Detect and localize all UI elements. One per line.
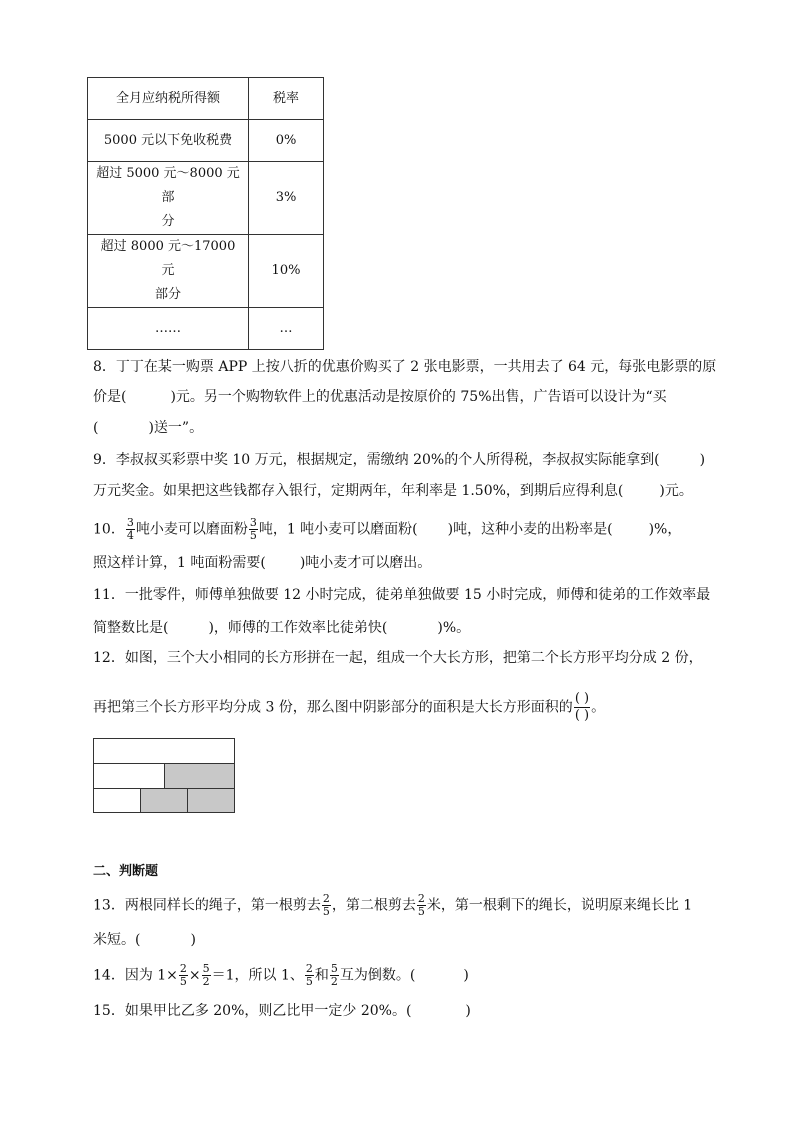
question-10-line-2: [93, 553, 431, 573]
text: 14．因为 1×: [93, 967, 178, 984]
text: ＝1，所以 1、: [211, 967, 304, 984]
fraction-numerator: 5: [330, 962, 338, 975]
rectangle-3-part-1: [93, 788, 141, 813]
rectangle-3-part-3-shaded: [187, 788, 235, 813]
text: ，第二根剪去: [331, 897, 416, 914]
text: ): [463, 967, 469, 984]
text: )吨，这种小麦的出粉率是(: [447, 521, 613, 538]
text: 吨，1 吨小麦可以磨面粉(: [258, 521, 418, 538]
fraction-numerator: 3: [126, 516, 134, 529]
table-cell: ……: [88, 308, 249, 350]
text: (: [93, 420, 99, 436]
fraction-denominator: 2: [202, 975, 210, 988]
text: 万元奖金。如果把这些钱都存入银行，定期两年，年利率是 1.50%，到期后应得利息(: [93, 483, 624, 499]
table-cell: …: [249, 308, 324, 350]
text: 和: [314, 967, 329, 984]
question-10-line-1: [93, 517, 681, 542]
fraction: [249, 517, 258, 542]
question-8-line-1: 8．丁丁在某一购票 APP 上按八折的优惠价购买了 2 张电影票，一共用去了 64 元，每张电影票的原: [93, 359, 717, 375]
text: 米，第一根剩下的绳长，说明原来绳长比 1: [426, 897, 693, 914]
section-heading: 二、判断题: [93, 864, 159, 879]
text: )%，: [648, 521, 682, 538]
table-row: [88, 162, 324, 235]
question-8-line-3: [93, 418, 203, 438]
text: )元。另一个购物软件上的优惠活动是按原价的 75%出售，广告语可以设计为“买: [170, 389, 667, 405]
fraction-denominator: ( ): [574, 708, 590, 723]
table-row: [88, 120, 324, 162]
text: 9．李叔叔买彩票中奖 10 万元，根据规定，需缴纳 20%的个人所得税，李叔叔实际能拿到(: [93, 452, 660, 468]
table-row: [88, 308, 324, 350]
question-13-line-1: [93, 893, 692, 918]
text: 13．两根同样长的绳子，第一根剪去: [93, 897, 321, 914]
fraction-denominator: 5: [417, 905, 425, 918]
fraction-denominator: 4: [126, 529, 134, 542]
rectangle-2-part-2-shaded: [164, 763, 235, 789]
table-cell: [88, 235, 249, 308]
fraction-denominator: 5: [305, 975, 313, 988]
table-header-cell: 税率: [249, 78, 324, 120]
fraction: [202, 963, 211, 988]
text: 互为倒数。(: [339, 967, 416, 984]
fraction-numerator: 2: [179, 962, 187, 975]
text: 米短。(: [93, 932, 141, 948]
text: ): [699, 452, 706, 468]
fraction-denominator: 5: [179, 975, 187, 988]
question-14-line-1: [93, 963, 469, 988]
text: 再把第三个长方形平均分成 3 份，那么图中阴影部分的面积是大长方形面积的: [93, 699, 573, 716]
fraction-denominator: 5: [249, 529, 257, 542]
fraction-numerator: 2: [305, 962, 313, 975]
text: 价是(: [93, 389, 127, 405]
question-12-line-2: [93, 691, 605, 724]
fraction: [330, 963, 339, 988]
text: )送一”。: [148, 420, 204, 436]
fraction: [126, 517, 135, 542]
table-header-row: [88, 78, 324, 120]
question-9-line-2: [93, 481, 693, 501]
table-cell: [88, 162, 249, 235]
question-12-line-1: 12．如图，三个大小相同的长方形拼在一起，组成一个大长方形，把第二个长方形平均分成 2 份，: [93, 650, 703, 666]
table-cell-line: 分: [161, 214, 175, 229]
table-cell: 3%: [249, 162, 324, 235]
fraction: [322, 893, 331, 918]
text: 吨小麦可以磨面粉: [135, 521, 248, 538]
table-header-cell: 全月应纳税所得额: [88, 78, 249, 120]
fraction-numerator: 5: [202, 962, 210, 975]
text: 简整数比是(: [93, 620, 169, 636]
text: ): [190, 932, 196, 948]
question-11-line-1: 11．一批零件，师傅单独做要 12 小时完成，徒弟单独做要 15 小时完成，师傅和徒弟的工作效率最: [93, 587, 711, 603]
text: )吨小麦才可以磨出。: [299, 555, 432, 571]
fraction-numerator: 2: [417, 892, 425, 905]
question-13-line-2: [93, 930, 196, 950]
text: 。: [591, 699, 606, 716]
fraction: [179, 963, 188, 988]
rectangle-3-part-2-shaded: [140, 788, 188, 813]
answer-fraction-blank[interactable]: [574, 691, 590, 724]
rectangle-2-part-1: [93, 763, 165, 789]
text: ×: [188, 967, 201, 984]
question-15-line-1: [93, 1001, 471, 1021]
fraction-denominator: 2: [330, 975, 338, 988]
text: )元。: [659, 483, 693, 499]
text: ): [465, 1003, 471, 1019]
fraction-numerator: ( ): [574, 691, 590, 706]
text: 照这样计算，1 吨面粉需要(: [93, 555, 266, 571]
table-cell: 5000 元以下免收税费: [88, 120, 249, 162]
text: 15．如果甲比乙多 20%，则乙比甲一定少 20%。(: [93, 1003, 412, 1019]
question-11-line-2: [93, 618, 470, 638]
table-cell: 0%: [249, 120, 324, 162]
question-9-line-1: [93, 450, 705, 470]
fraction-denominator: 5: [322, 905, 330, 918]
text: )%。: [437, 620, 471, 636]
table-row: [88, 235, 324, 308]
table-cell-line: 超过 5000 元～8000 元部: [96, 166, 240, 205]
table-cell-line: 部分: [154, 287, 181, 302]
rectangle-diagram: [93, 738, 235, 813]
tax-rate-table: [87, 77, 324, 350]
text: 10．: [93, 521, 125, 538]
fraction-numerator: 2: [322, 892, 330, 905]
rectangle-1: [93, 738, 235, 764]
fraction: [305, 963, 314, 988]
fraction-numerator: 3: [249, 516, 257, 529]
fraction: [417, 893, 426, 918]
question-8-line-2: [93, 387, 667, 407]
text: )，师傅的工作效率比徒弟快(: [208, 620, 388, 636]
table-cell-line: 超过 8000 元～17000 元: [100, 239, 236, 278]
table-cell: 10%: [249, 235, 324, 308]
